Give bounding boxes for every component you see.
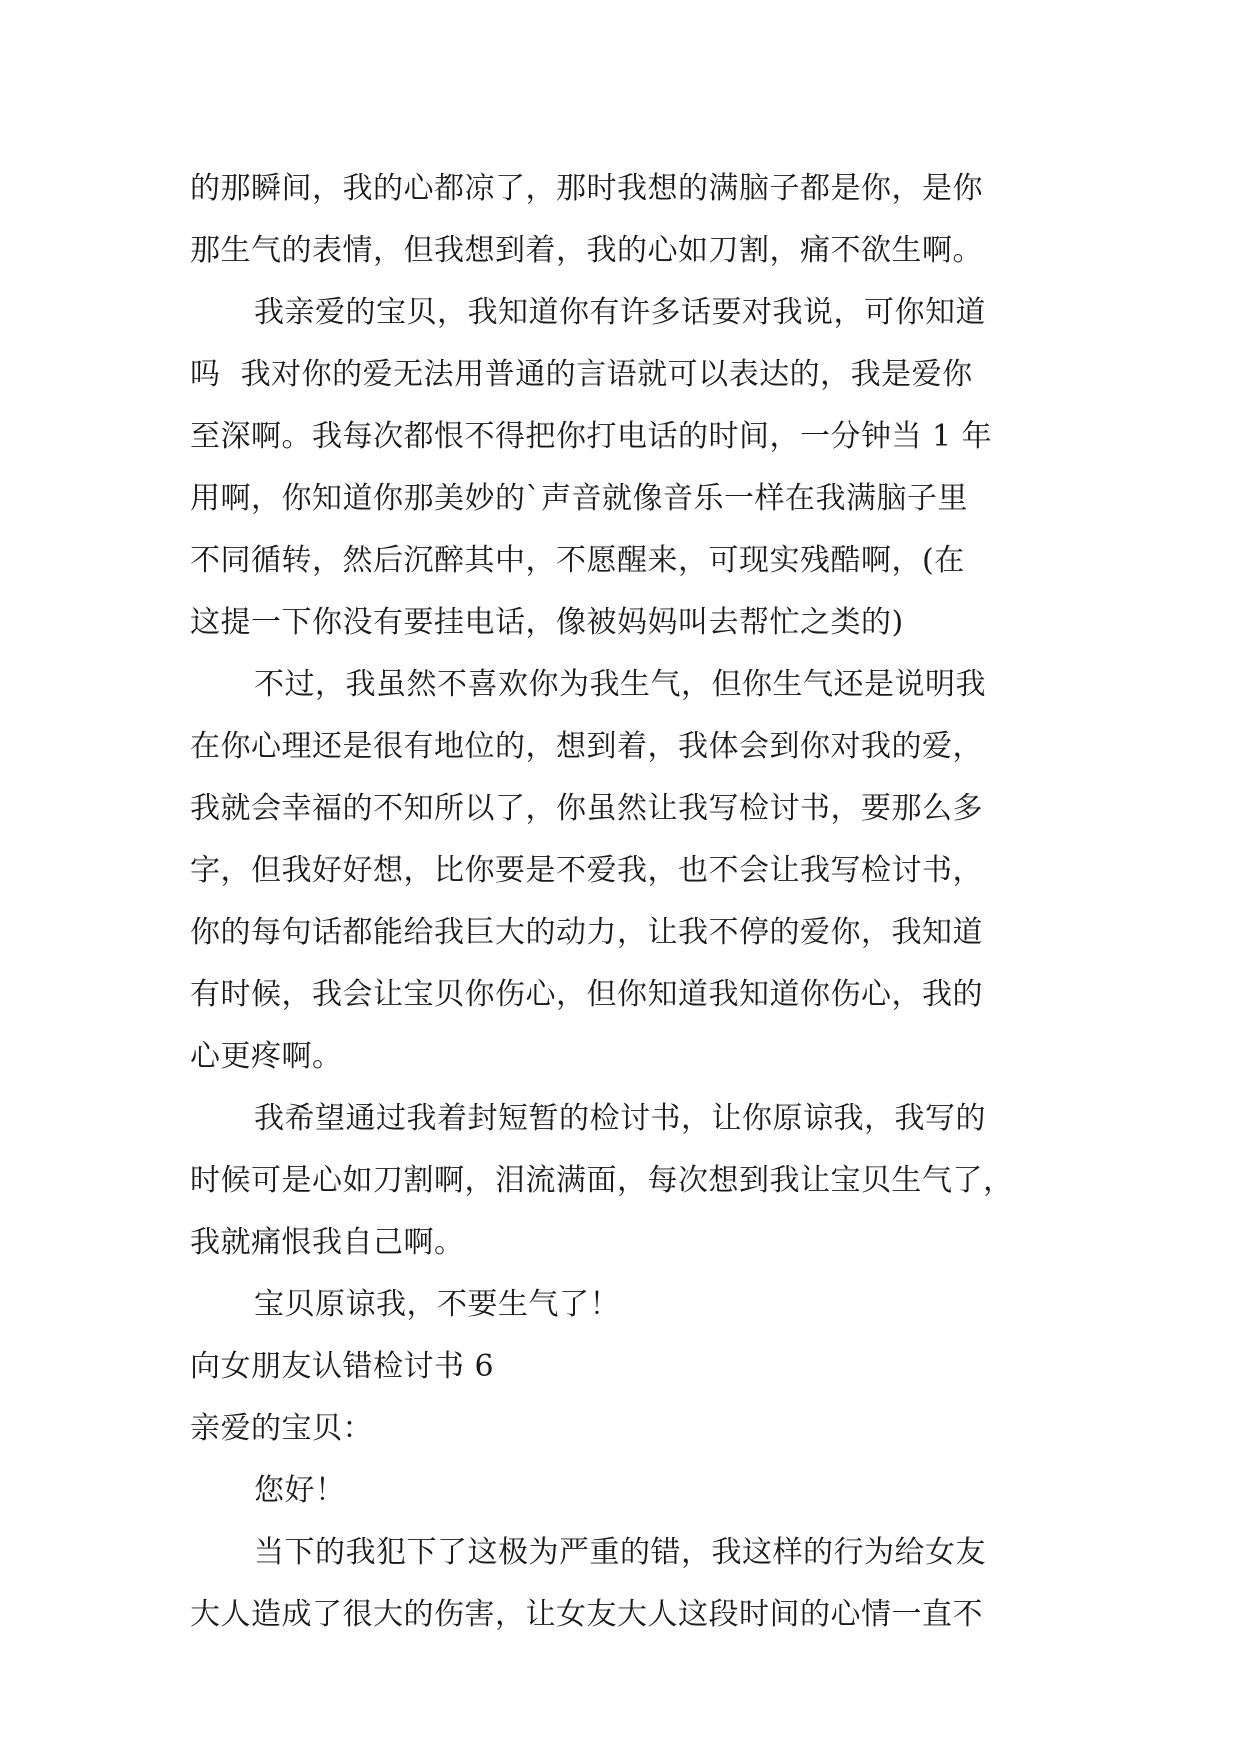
text-line: 有时候，我会让宝贝你伤心，但你知道我知道你伤心，我的: [190, 977, 983, 1012]
text-line: 心更疼啊。: [190, 1039, 343, 1074]
text-line: 字，但我好好想，比你要是不爱我，也不会让我写检讨书，: [190, 853, 983, 888]
text-line: 用啊，你知道你那美妙的`声音就像音乐一样在我满脑子里: [190, 481, 968, 516]
paragraph-start-line: 宝贝原谅我，不要生气了！: [254, 1287, 620, 1322]
text-line: 我就痛恨我自己啊。: [190, 1225, 465, 1260]
paragraph-start-line: 当下的我犯下了这极为严重的错，我这样的行为给女友: [254, 1535, 986, 1570]
salutation: 亲爱的宝贝：: [190, 1411, 373, 1446]
text-line: 在你心理还是很有地位的，想到着，我体会到你对我的爱，: [190, 729, 983, 764]
text-line: 我就会幸福的不知所以了，你虽然让我写检讨书，要那么多: [190, 791, 983, 826]
paragraph-start-line: 我希望通过我着封短暂的检讨书，让你原谅我，我写的: [254, 1101, 986, 1136]
text-line: 那生气的表情，但我想到着，我的心如刀割，痛不欲生啊。: [190, 233, 983, 268]
text-line: 这提一下你没有要挂电话，像被妈妈叫去帮忙之类的): [190, 605, 904, 640]
text-line: 的那瞬间，我的心都凉了，那时我想的满脑子都是你，是你: [190, 171, 983, 206]
paragraph-start-line: 不过，我虽然不喜欢你为我生气，但你生气还是说明我: [254, 667, 986, 702]
text-line: 不同循转，然后沉醉其中，不愿醒来，可现实残酷啊，(在: [190, 543, 965, 578]
section-heading: 向女朋友认错检讨书 6: [190, 1349, 495, 1384]
document-body: [190, 158, 1070, 1646]
text-line: 至深啊。我每次都恨不得把你打电话的时间，一分钟当 1 年: [190, 419, 993, 454]
paragraph-start-line: 我亲爱的宝贝，我知道你有许多话要对我说，可你知道: [254, 295, 986, 330]
greeting: 您好！: [254, 1473, 346, 1508]
text-line: 大人造成了很大的伤害，让女友大人这段时间的心情一直不: [190, 1597, 983, 1632]
text-line: 时候可是心如刀割啊，泪流满面，每次想到我让宝贝生气了，: [190, 1163, 1014, 1198]
text-line: 吗 我对你的爱无法用普通的言语就可以表达的，我是爱你: [190, 357, 973, 392]
text-line: 你的每句话都能给我巨大的动力，让我不停的爱你，我知道: [190, 915, 983, 950]
